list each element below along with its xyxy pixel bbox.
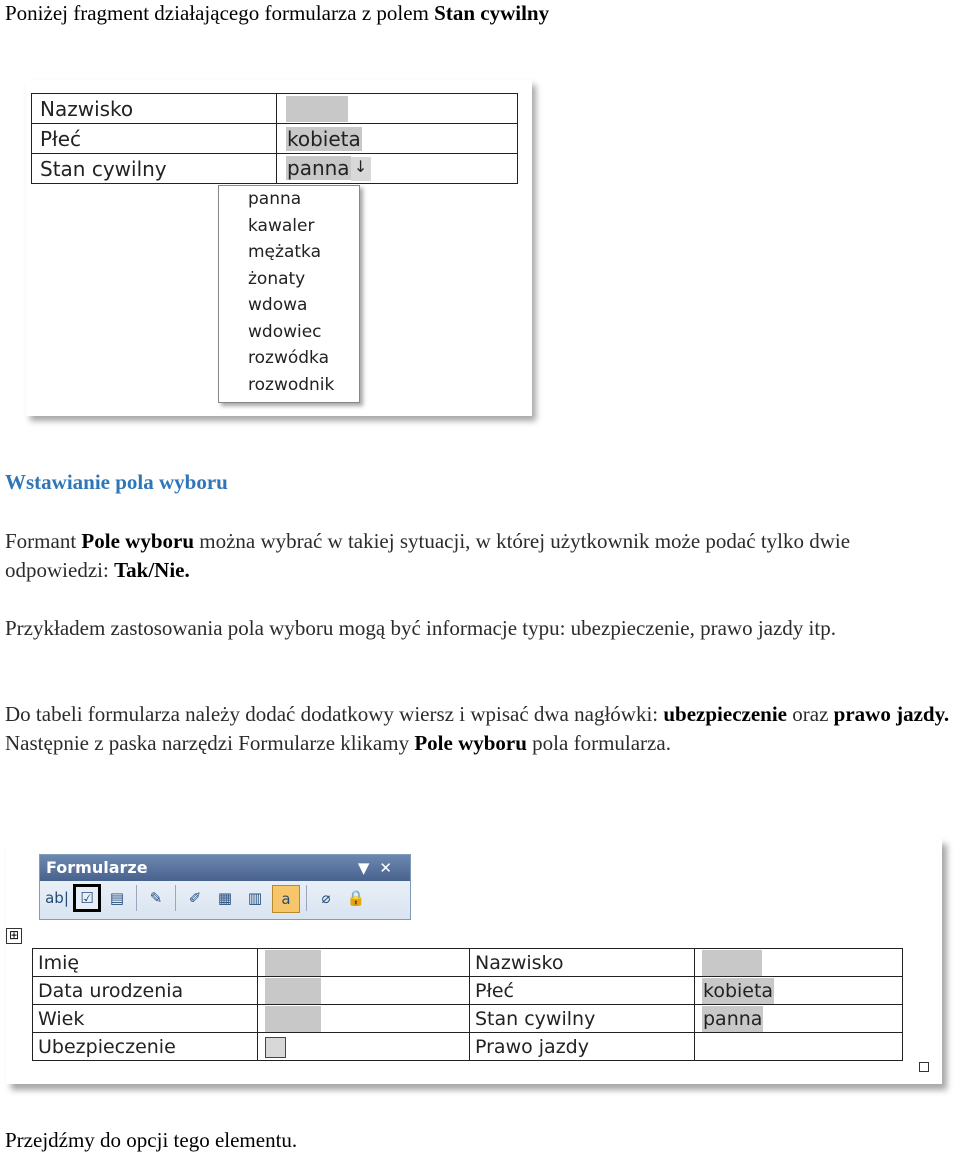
dropdown-option[interactable]: rozwodnik <box>248 374 335 395</box>
dropdown-arrow-icon[interactable]: ↓ <box>351 157 371 181</box>
toolbar-controls[interactable]: ▼✕ <box>357 859 402 877</box>
toolbar-title: Formularze <box>46 858 148 877</box>
draw-table-icon[interactable]: ✐ <box>188 889 202 907</box>
p3-text: pola formularza. <box>526 731 671 755</box>
label-nazwisko: Nazwisko <box>470 949 695 977</box>
footer-text: Przejdźmy do opcji tego elementu. <box>5 1128 298 1152</box>
label-prawo-jazdy: Prawo jazdy <box>470 1033 695 1061</box>
protect-form-icon[interactable]: 🔒 <box>346 889 366 907</box>
label-stan-cywilny: Stan cywilny <box>470 1005 695 1033</box>
plec-value: kobieta <box>703 979 774 1002</box>
toolbar-separator <box>306 885 307 911</box>
label-ubezpieczenie: Ubezpieczenie <box>33 1033 258 1061</box>
p3-text: Do tabeli formularza należy dodać dodatkowy wiersz i wpisać dwa nagłówki: <box>5 702 664 726</box>
p3-bold: ubezpieczenie <box>663 702 788 726</box>
dropdown-list <box>218 185 360 403</box>
checkbox-field-icon[interactable]: ☑ <box>74 885 100 911</box>
label-imie: Imię <box>33 949 258 977</box>
stan-cywilny-value: panna <box>287 155 350 180</box>
field-imie[interactable] <box>258 949 470 977</box>
table-row <box>32 94 518 124</box>
field-plec[interactable] <box>277 124 518 154</box>
section-heading: Wstawianie pola wyboru <box>5 470 228 494</box>
table-row <box>32 154 518 184</box>
plec-value: kobieta <box>287 126 361 151</box>
toolbar-separator <box>136 885 137 911</box>
p3-text: Następnie z paska narzędzi Formularze klikamy <box>5 731 415 755</box>
table-resize-handle[interactable] <box>919 1062 929 1072</box>
paragraph-1 <box>5 527 955 585</box>
label-data-urodzenia: Data urodzenia <box>33 977 258 1005</box>
field-shading-icon[interactable]: a <box>272 885 300 913</box>
field-wiek[interactable] <box>258 1005 470 1033</box>
table-row <box>32 124 518 154</box>
p3-text: oraz <box>787 702 834 726</box>
p1-bold: Pole wyboru <box>81 529 194 553</box>
field-options-icon[interactable]: ✎ <box>149 889 163 907</box>
p1-text: można wybrać w takiej sytuacji, w której użytkownik może podać tylko dwie odpowiedzi: <box>5 529 851 582</box>
text-field-icon[interactable]: ab| <box>45 889 69 907</box>
dropdown-option[interactable]: rozwódka <box>248 348 329 368</box>
p1-bold: Tak/Nie. <box>114 558 190 582</box>
toolbar-icons <box>40 881 410 917</box>
table-row <box>33 1033 903 1061</box>
p3-bold: Pole wyboru <box>414 731 527 755</box>
paragraph-3 <box>5 700 955 758</box>
intro-bold: Stan cywilny <box>434 1 550 25</box>
dropdown-field-icon[interactable]: ▤ <box>109 889 125 907</box>
label-plec: Płeć <box>470 977 695 1005</box>
form-screenshot-1 <box>26 80 532 416</box>
form-screenshot-2 <box>6 838 942 1084</box>
label-nazwisko: Nazwisko <box>32 94 277 124</box>
field-stan-cywilny[interactable] <box>277 154 518 184</box>
toolbar-title-bar[interactable] <box>40 855 410 881</box>
p1-text: Formant <box>5 529 82 553</box>
label-plec: Płeć <box>32 124 277 154</box>
dropdown-option[interactable]: mężatka <box>248 242 321 262</box>
table-move-handle-icon[interactable]: ⊞ <box>6 928 22 944</box>
field-prawo-jazdy[interactable] <box>695 1033 903 1061</box>
field-data-urodzenia[interactable] <box>258 977 470 1005</box>
insert-frame-icon[interactable]: ▥ <box>247 889 263 907</box>
dropdown-option[interactable]: panna <box>248 189 302 209</box>
label-wiek: Wiek <box>33 1005 258 1033</box>
intro-line <box>5 0 549 26</box>
formularze-toolbar <box>39 854 411 920</box>
form-table-2 <box>32 948 903 1061</box>
intro-text: Poniżej fragment działającego formularza z polem <box>5 1 435 25</box>
dropdown-option[interactable]: żonaty <box>248 268 306 289</box>
field-ubezpieczenie[interactable] <box>258 1033 470 1061</box>
reset-fields-icon[interactable]: ⌀ <box>321 889 331 907</box>
toolbar-separator <box>175 885 176 911</box>
table-row <box>33 949 903 977</box>
table-row <box>33 977 903 1005</box>
paragraph-2: Przykładem zastosowania pola wyboru mogą być informacje typu: ubezpieczenie, prawo jazdy itp. <box>5 616 836 640</box>
field-plec[interactable] <box>695 977 903 1005</box>
insert-table-icon[interactable]: ▦ <box>217 889 233 907</box>
field-nazwisko[interactable] <box>695 949 903 977</box>
dropdown-option[interactable]: wdowiec <box>248 321 322 342</box>
dropdown-option[interactable]: wdowa <box>248 295 308 315</box>
dropdown-option[interactable]: kawaler <box>248 215 315 236</box>
label-stan-cywilny: Stan cywilny <box>32 154 277 184</box>
stan-cywilny-value: panna <box>703 1007 763 1030</box>
checkbox[interactable] <box>265 1037 286 1058</box>
p3-bold: prawo jazdy. <box>833 702 950 726</box>
field-stan-cywilny[interactable] <box>695 1005 903 1033</box>
form-table-1 <box>31 93 518 184</box>
table-row <box>33 1005 903 1033</box>
field-nazwisko[interactable] <box>277 94 518 124</box>
